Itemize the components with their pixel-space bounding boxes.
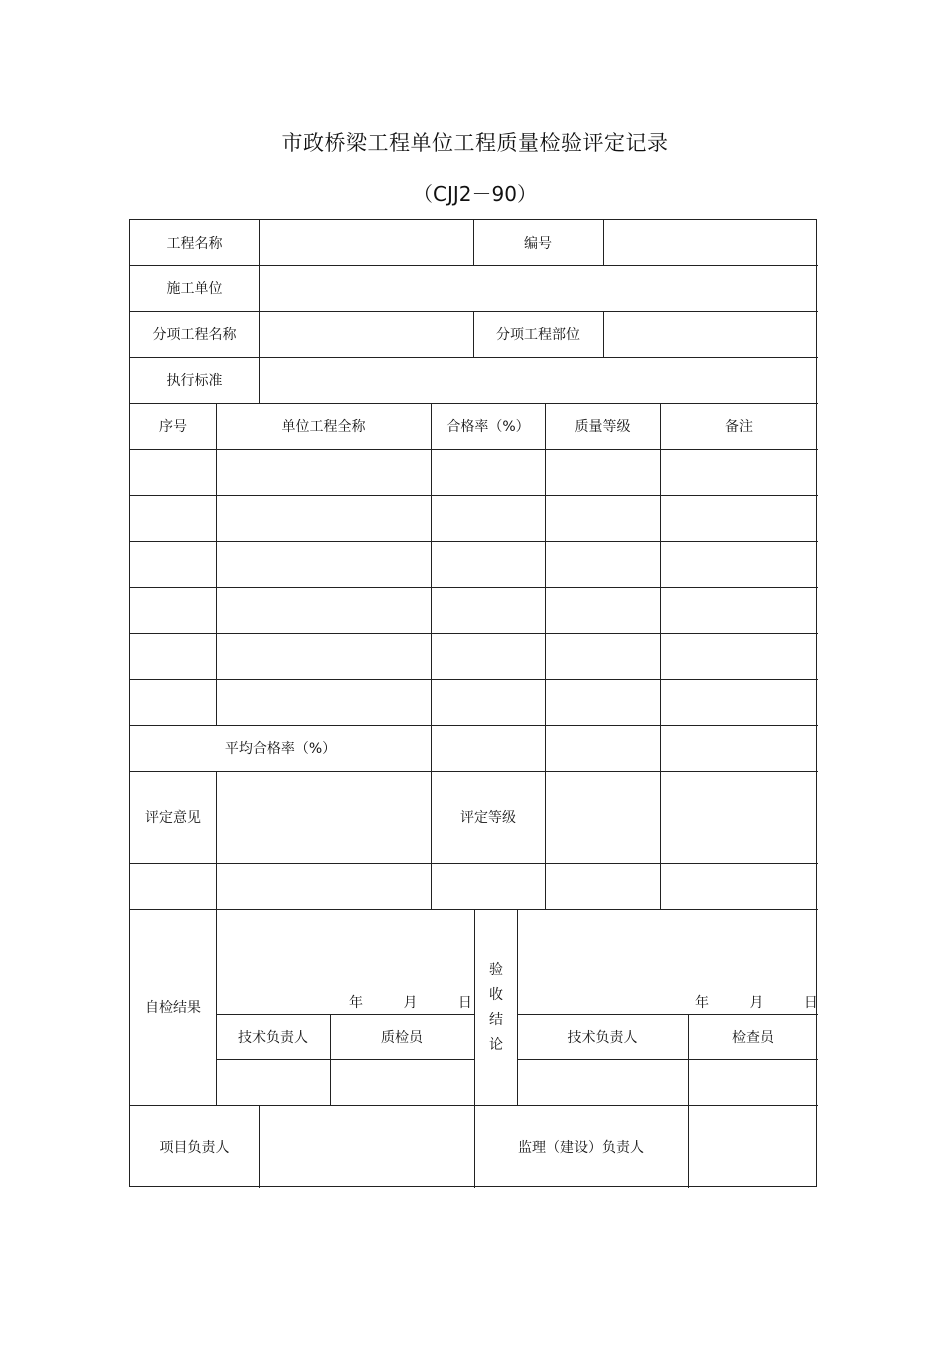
column-header-remarks: 备注: [725, 419, 753, 435]
column-header-quality-grade: 质量等级: [574, 419, 631, 435]
row-divider: [130, 587, 818, 588]
month-label: 月: [749, 995, 764, 1011]
col-divider: [688, 1105, 689, 1188]
self-inspector-label: 质检员: [381, 1029, 423, 1046]
row-divider: [130, 863, 818, 864]
year-label: 年: [349, 995, 363, 1011]
col-divider: [517, 909, 518, 1105]
col-divider: [216, 909, 217, 1105]
column-header-seq: 序号: [159, 419, 187, 435]
row-divider: [130, 679, 818, 680]
col-divider: [660, 403, 661, 909]
self-tech-lead-label: 技术负责人: [238, 1029, 308, 1046]
project-name-label: 工程名称: [166, 235, 223, 252]
row-divider: [216, 1059, 474, 1060]
col-divider: [545, 403, 546, 909]
acceptance-date: [695, 992, 818, 1012]
grade-label: 评定等级: [460, 810, 516, 826]
row-divider: [130, 449, 818, 450]
contractor-label: 施工单位: [166, 281, 223, 297]
col-divider: [259, 1105, 260, 1188]
col-divider: [603, 311, 604, 357]
month-label: 月: [403, 995, 418, 1011]
acceptance-checker-label: 检查员: [732, 1029, 774, 1046]
column-header-unit-name: 单位工程全称: [281, 419, 366, 435]
self-check-label: 自检结果: [145, 1000, 201, 1016]
row-divider: [130, 541, 818, 542]
evaluation-form: [129, 219, 817, 1187]
row-divider: [517, 1059, 818, 1060]
project-manager-label: 项目负责人: [159, 1139, 230, 1156]
document-title: 市政桥梁工程单位工程质量检验评定记录: [281, 131, 669, 155]
col-divider: [216, 403, 217, 725]
day-label: 日: [803, 995, 818, 1011]
col-divider: [603, 220, 604, 265]
number-label: 编号: [524, 235, 552, 252]
column-header-pass-rate: 合格率（%）: [446, 419, 530, 435]
col-divider: [216, 771, 217, 909]
opinion-label: 评定意见: [145, 810, 201, 826]
row-divider: [130, 633, 818, 634]
self-check-date: [349, 992, 472, 1012]
year-label: 年: [695, 995, 709, 1011]
day-label: 日: [457, 995, 472, 1011]
document-subtitle: （CJJ2－90）: [413, 182, 537, 206]
standard-label: 执行标准: [166, 373, 223, 389]
subitem-location-label: 分项工程部位: [496, 327, 580, 343]
acceptance-label: 验 收 结 论: [489, 962, 503, 1053]
col-divider: [259, 220, 260, 403]
row-divider: [130, 495, 818, 496]
acceptance-tech-lead-label: 技术负责人: [567, 1029, 638, 1046]
avg-pass-rate-label: 平均合格率（%）: [224, 741, 337, 757]
supervisor-label: 监理（建设）负责人: [518, 1139, 644, 1156]
subitem-name-label: 分项工程名称: [152, 327, 237, 343]
